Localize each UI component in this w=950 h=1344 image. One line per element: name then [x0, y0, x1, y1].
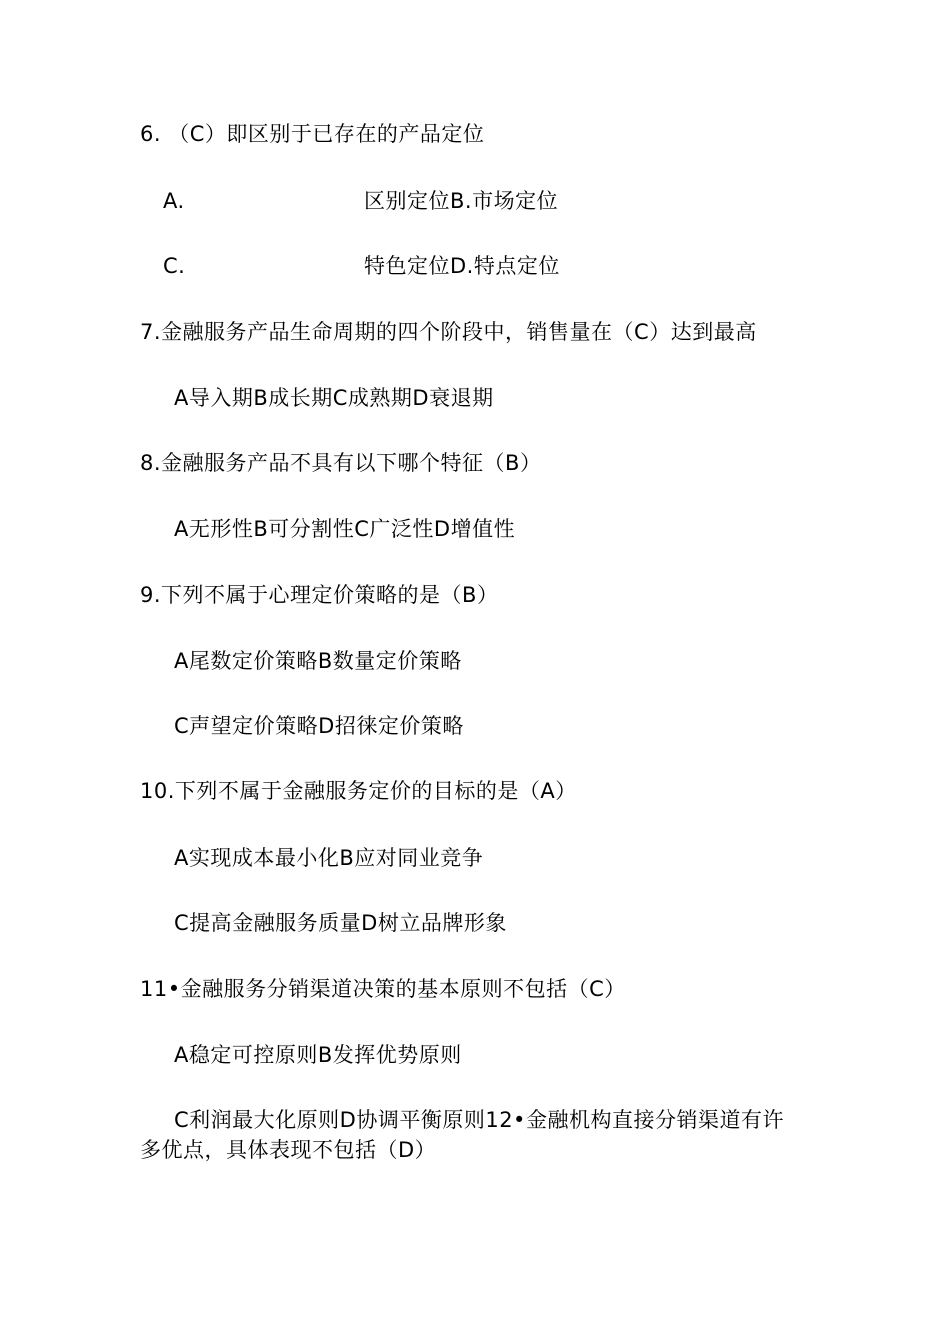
question-10-options-ab: A实现成本最小化B应对同业竞争: [174, 846, 484, 870]
question-10: 10.下列不属于金融服务定价的目标的是（A）: [140, 779, 577, 803]
question-11-options-cd-and-question-12: C利润最大化原则D协调平衡原则12•金融机构直接分销渠道有许多优点，具体表现不包括（D）: [140, 1108, 784, 1162]
question-10-options-cd: C提高金融服务质量D树立品牌形象: [174, 911, 507, 935]
question-6-option-c-label: C.: [163, 254, 186, 278]
question-6-option-a-label: A.: [163, 189, 185, 213]
question-11-options-ab: A稳定可控原则B发挥优势原则: [174, 1043, 462, 1067]
question-8: 8.金融服务产品不具有以下哪个特征（B）: [140, 451, 542, 475]
question-7-options: A导入期B成长期C成熟期D衰退期: [174, 386, 494, 410]
question-9: 9.下列不属于心理定价策略的是（B）: [140, 583, 499, 607]
question-9-options-ab: A尾数定价策略B数量定价策略: [174, 649, 462, 673]
question-9-options-cd: C声望定价策略D招徕定价策略: [174, 714, 464, 738]
question-6-options-ab: 区别定位B.市场定位: [364, 189, 559, 213]
question-6-options-cd: 特色定位D.特点定位: [364, 254, 560, 278]
question-7: 7.金融服务产品生命周期的四个阶段中，销售量在（C）达到最高: [140, 320, 757, 344]
question-11: 11•金融服务分销渠道决策的基本原则不包括（C）: [140, 977, 626, 1001]
question-6: 6. （C）即区别于已存在的产品定位: [140, 122, 485, 146]
question-8-options: A无形性B可分割性C广泛性D增值性: [174, 517, 516, 541]
